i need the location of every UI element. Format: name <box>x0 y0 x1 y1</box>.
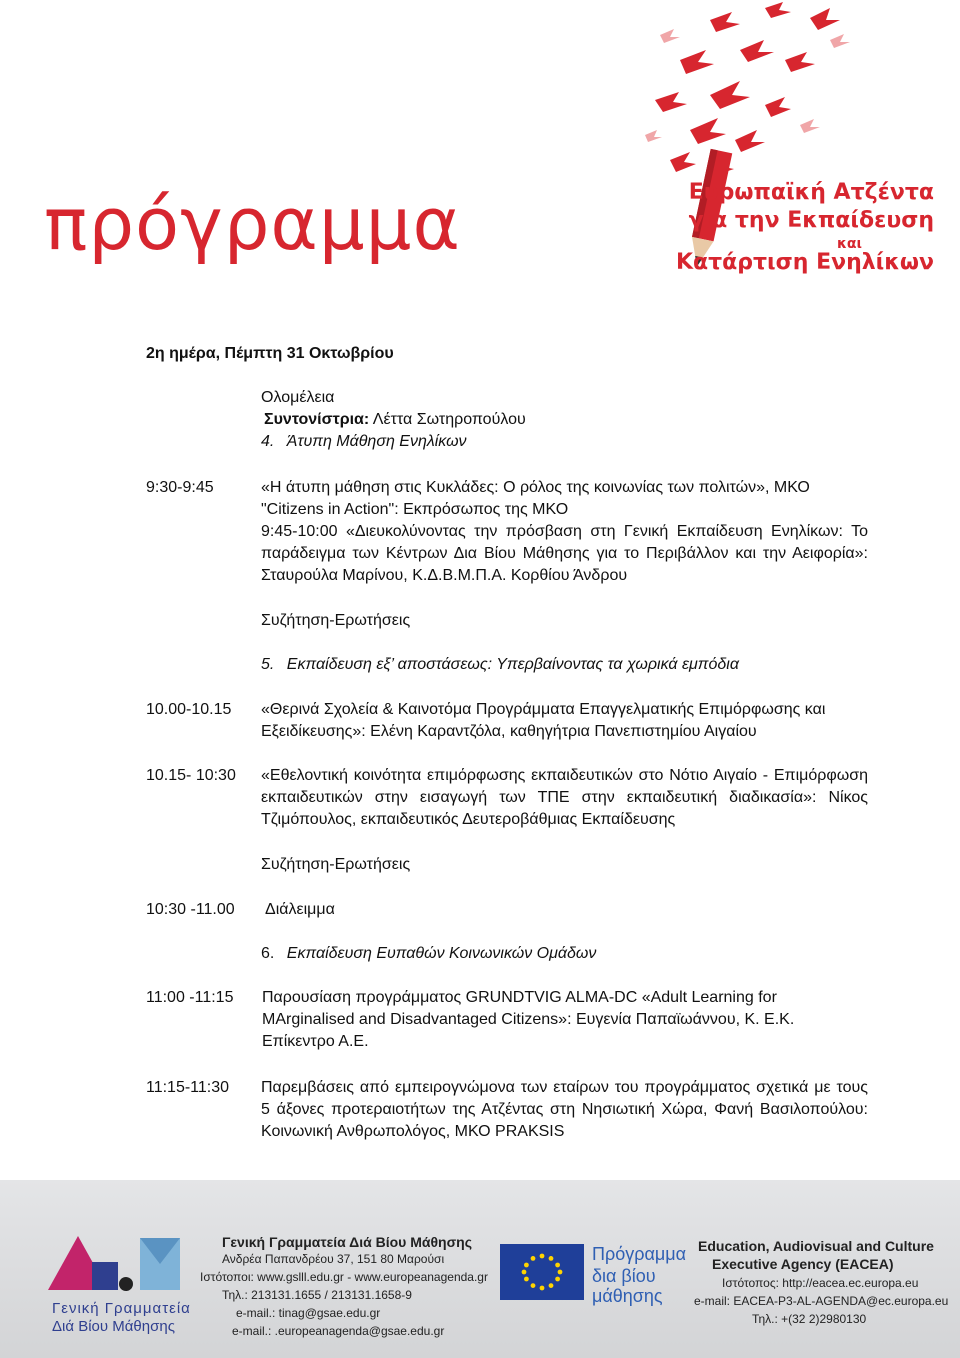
session-description: 9:45-10:00 «Διευκολύνοντας την πρόσβαση στη Γενική Εκπαίδευση Ενηλίκων: Το παράδειγμα των Κέντρων Δια Βίου Μάθησης για το Περιβάλλον και την Αειφορία»: Σταυρούλα Μαρίνου, Κ.Δ.Β.Μ.Π.Α. Κορθίου Άνδρου <box>261 523 868 584</box>
coordinator-label: Συντονίστρια: <box>264 411 370 428</box>
break-time: 10:30 -11.00 <box>146 901 235 918</box>
eacea-email: e-mail: EACEA-P3-AL-AGENDA@ec.europa.eu <box>694 1294 949 1308</box>
pencil-birds-icon <box>560 0 960 290</box>
eacea-phone: Τηλ.: +(32 2)2980130 <box>752 1312 867 1326</box>
session-description: «Θερινά Σχολεία & Καινοτόμα Προγράμματα Επαγγελματικής Επιμόρφωσης και Εξειδίκευσης»: Ελένη Καραντζόλα, καθηγήτρια Πανεπιστημίου Αιγαίου <box>261 701 826 740</box>
section-6-heading <box>261 943 596 965</box>
page-title: πρόγραμμα <box>44 182 461 266</box>
brand-title-line-1: Ευρωπαϊκή Ατζέντα <box>688 180 934 205</box>
section-4-number: 4. <box>261 433 275 450</box>
abm-logo-icon <box>48 1232 188 1302</box>
section-6-title: Εκπαίδευση Ευπαθών Κοινωνικών Ομάδων <box>286 945 597 962</box>
gsll-email: e-mail.: tinag@gsae.edu.gr <box>236 1306 381 1320</box>
brand-title-line-2: για την Εκπαίδευση <box>688 208 934 233</box>
section-6-number: 6. <box>261 945 275 962</box>
day-heading: 2η ημέρα, Πέμπτη 31 Οκτωβρίου <box>146 345 394 362</box>
gsll-logo-text-2: Διά Βίου Μάθησης <box>52 1318 175 1335</box>
discussion-label: Συζήτηση-Ερωτήσεις <box>261 612 411 629</box>
session-time: 11:00 -11:15 <box>146 989 234 1006</box>
agenda-brand-logo <box>560 0 960 290</box>
session-speaker: "Citizens in Action": Εκπρόσωπος της ΜΚΟ <box>261 501 569 518</box>
page-footer <box>0 1180 960 1358</box>
session-description: Παρεμβάσεις από εμπειρογνώμονα των εταίρων του προγράμματος σχετικά με τους 5 άξονες προτεραιοτήτων της Ατζέντας στη Νησιωτική Χώρα, Φανή Βασιλοπούλου: Κοινωνική Ανθρωπολόγος, ΜΚΟ PRAKSIS <box>261 1079 868 1140</box>
discussion-label: Συζήτηση-Ερωτήσεις <box>261 856 411 873</box>
coordinator-name: Λέττα Σωτηροπούλου <box>372 411 526 428</box>
brand-title-line-4: Κατάρτιση Ενηλίκων <box>675 250 934 275</box>
eu-flag-icon <box>500 1244 584 1300</box>
session-time: 9:30-9:45 <box>146 479 214 496</box>
section-4-title: Άτυπη Μάθηση Ενηλίκων <box>286 433 467 450</box>
session-time: 10.00-10.15 <box>146 701 232 718</box>
session-title: «Η άτυπη μάθηση στις Κυκλάδες: Ο ρόλος της κοινωνίας των πολιτών», ΜΚΟ <box>261 479 810 496</box>
gsll-address: Ανδρέα Παπανδρέου 37, 151 80 Μαρούσι <box>222 1252 445 1266</box>
programme-line-3: μάθησης <box>592 1286 663 1306</box>
section-5-heading <box>261 654 739 676</box>
session-description: Παρουσίαση προγράμματος GRUNDTVIG ALMA-DC «Adult Learning for MArginalised and Disadvantaged Citizens»: Ευγενία Παπαϊωάννου, Κ. Ε.Κ. Επίκεντρο Α.Ε. <box>262 989 795 1050</box>
eacea-name-line-2: Executive Agency (EACEA) <box>712 1256 894 1272</box>
eacea-name-line-1: Education, Audiovisual and Culture <box>698 1238 934 1254</box>
gsll-websites: Ιστότοποι: www.gslll.edu.gr - www.europeanagenda.gr <box>200 1270 488 1284</box>
page-header <box>0 0 960 290</box>
gsll-phone: Τηλ.: 213131.1655 / 213131.1658-9 <box>222 1288 412 1302</box>
programme-line-1: Πρόγραμμα <box>592 1244 687 1264</box>
gsll-email-2: e-mail.: .europeanagenda@gsae.edu.gr <box>232 1324 445 1338</box>
section-4-heading <box>261 431 467 453</box>
programme-line-2: δια βίου <box>592 1266 656 1286</box>
section-5-number: 5. <box>261 656 275 673</box>
session-time: 11:15-11:30 <box>146 1079 230 1096</box>
session-time: 10.15- 10:30 <box>146 767 236 784</box>
coordinator-line <box>264 409 526 431</box>
gsll-logo-text: Γενική Γραμματεία <box>52 1300 191 1317</box>
session-description: «Εθελοντική κοινότητα επιμόρφωσης εκπαιδευτικών στο Νότιο Αιγαίο - Επιμόρφωση εκπαιδευτικών στην εισαγωγή των ΤΠΕ στην εκπαιδευτική διαδικασία»: Νίκος Τζιμόπουλος, εκπαιδευτικός Δευτεροβάθμιας Εκπαίδευσης <box>261 767 868 828</box>
plenary-label: Ολομέλεια <box>261 389 335 406</box>
section-5-title: Εκπαίδευση εξ’ αποστάσεως: Υπερβαίνοντας τα χωρικά εμπόδια <box>286 656 739 673</box>
break-label: Διάλειμμα <box>265 901 335 918</box>
brand-title-line-3: και <box>836 236 862 252</box>
eacea-website: Ιστότοπος: http://eacea.ec.europa.eu <box>722 1276 919 1290</box>
gsll-name: Γενική Γραμματεία Διά Βίου Μάθησης <box>222 1234 472 1250</box>
